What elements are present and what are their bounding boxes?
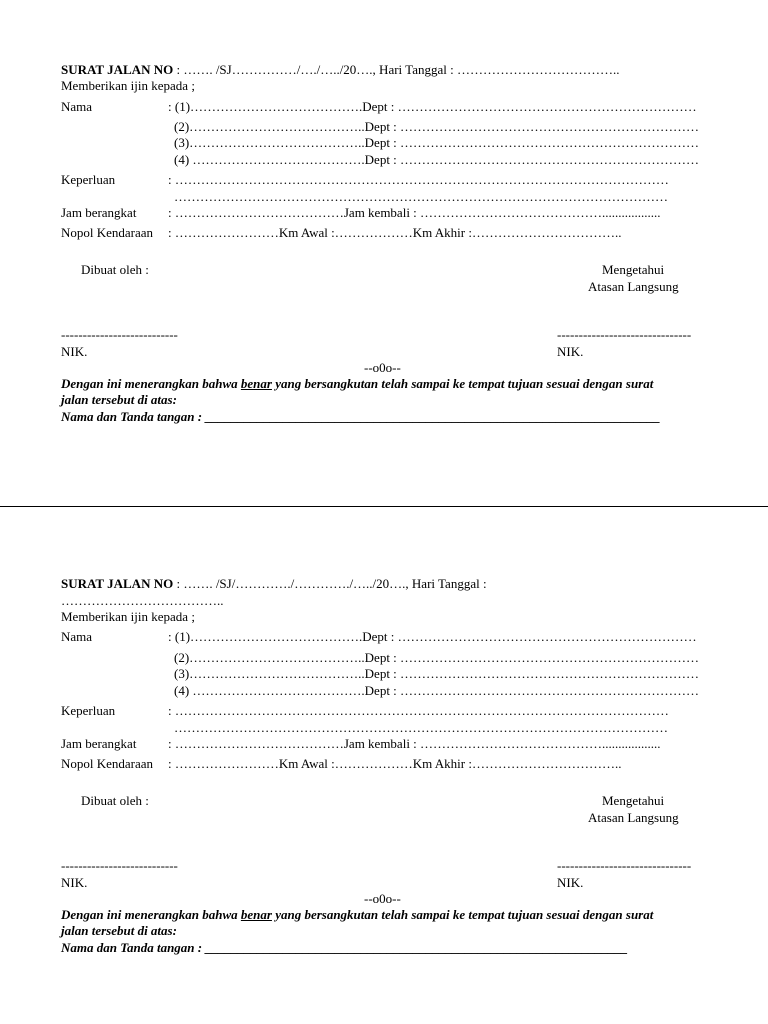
keperluan-line-1: : ……………………………………………………………………………………………………	[168, 703, 669, 718]
person-4-line: (4) ………………………………….Dept : ……………………………………………………………	[174, 683, 700, 698]
person-row-2	[61, 650, 711, 666]
jam-label: Jam berangkat	[61, 205, 137, 220]
keperluan-line-1: : ……………………………………………………………………………………………………	[168, 172, 669, 187]
keperluan-row	[61, 172, 711, 188]
keperluan-row-2	[61, 189, 711, 205]
person-row-1	[61, 629, 711, 645]
jam-label: Jam berangkat	[61, 736, 137, 751]
keperluan-line-2: ……………………………………………………………………………………………………	[174, 720, 668, 735]
statement-text-b: yang bersangkutan telah sampai ke tempat tujuan sesuai dengan surat	[271, 376, 654, 391]
keperluan-line-2: ……………………………………………………………………………………………………	[174, 189, 668, 204]
person-row-2	[61, 119, 711, 135]
jam-value: : …………………………………Jam kembali : ……………………………………..................	[168, 736, 661, 751]
statement-text-a: Dengan ini menerangkan bahwa	[61, 376, 241, 391]
nopol-row	[61, 225, 711, 241]
cut-divider	[0, 506, 768, 507]
atasan-langsung: Atasan Langsung	[588, 810, 679, 825]
nopol-value: : ……………………Km Awal :………………Km Akhir :……………………………..	[168, 225, 622, 240]
keperluan-row	[61, 703, 711, 719]
person-row-3	[61, 666, 711, 682]
statement-text-a: Dengan ini menerangkan bahwa	[61, 907, 241, 922]
statement-line-2: jalan tersebut di atas:	[61, 923, 177, 938]
nopol-label: Nopol Kendaraan	[61, 756, 154, 771]
signature-line-right: -------------------------------	[557, 327, 692, 342]
person-3-line: (3)…………………………………..Dept : ……………………………………………………………	[174, 135, 700, 150]
form-number-line-cont: ………………………………..	[61, 593, 224, 608]
statement-line-1	[61, 907, 653, 923]
form-title: SURAT JALAN NO	[61, 576, 174, 591]
person-3-line: (3)…………………………………..Dept : ……………………………………………………………	[174, 666, 700, 681]
nik-right: NIK.	[557, 875, 584, 890]
jam-value: : …………………………………Jam kembali : ……………………………………..................	[168, 205, 661, 220]
nopol-value: : ……………………Km Awal :………………Km Akhir :……………………………..	[168, 756, 622, 771]
signature-name-line: Nama dan Tanda tangan : ______________________________________________________________________	[61, 409, 661, 424]
keperluan-row-2	[61, 720, 711, 736]
keperluan-label: Keperluan	[61, 172, 116, 187]
nik-left: NIK.	[61, 875, 88, 890]
jam-row	[61, 736, 711, 752]
mengetahui: Mengetahui	[602, 793, 665, 808]
signature-line-left: ---------------------------	[61, 327, 178, 342]
form-number-line: : ……. /SJ……………/…./…../20…., Hari Tanggal : ………………………………..	[173, 62, 620, 77]
keperluan-label: Keperluan	[61, 703, 116, 718]
signature-line-right: -------------------------------	[557, 858, 692, 873]
nopol-row	[61, 756, 711, 772]
statement-text-b: yang bersangkutan telah sampai ke tempat tujuan sesuai dengan surat	[271, 907, 654, 922]
separator: --o0o--	[364, 360, 401, 375]
statement-line-2: jalan tersebut di atas:	[61, 392, 177, 407]
intro-text: Memberikan ijin kepada ;	[61, 78, 195, 93]
person-1-line: : (1)………………………………….Dept : ……………………………………………………………	[168, 99, 697, 114]
person-row-4	[61, 683, 711, 699]
form-title: SURAT JALAN NO	[61, 62, 174, 77]
nik-right: NIK.	[557, 344, 584, 359]
person-row-4	[61, 152, 711, 168]
statement-line-1	[61, 376, 653, 392]
statement-benar: benar	[240, 907, 272, 922]
jam-row	[61, 205, 711, 221]
signature-name-line: Nama dan Tanda tangan : _________________________________________________________________	[61, 940, 628, 955]
intro-text: Memberikan ijin kepada ;	[61, 609, 195, 624]
mengetahui: Mengetahui	[602, 262, 665, 277]
form-header	[61, 62, 619, 78]
dibuat-oleh: Dibuat oleh :	[81, 262, 149, 277]
separator: --o0o--	[364, 891, 401, 906]
nik-left: NIK.	[61, 344, 88, 359]
person-row-1	[61, 99, 711, 115]
person-4-line: (4) ………………………………….Dept : ……………………………………………………………	[174, 152, 700, 167]
dibuat-oleh: Dibuat oleh :	[81, 793, 149, 808]
signature-line-left: ---------------------------	[61, 858, 178, 873]
form-number-line: : ……. /SJ/…………./…………./…../20…., Hari Tanggal :	[173, 576, 487, 591]
person-1-line: : (1)………………………………….Dept : ……………………………………………………………	[168, 629, 697, 644]
nopol-label: Nopol Kendaraan	[61, 225, 154, 240]
person-row-3	[61, 135, 711, 151]
form-header	[61, 576, 487, 592]
nama-label: Nama	[61, 99, 93, 114]
statement-benar: benar	[240, 376, 272, 391]
person-2-line: (2)…………………………………..Dept : ……………………………………………………………	[174, 119, 700, 134]
atasan-langsung: Atasan Langsung	[588, 279, 679, 294]
nama-label: Nama	[61, 629, 93, 644]
person-2-line: (2)…………………………………..Dept : ……………………………………………………………	[174, 650, 700, 665]
